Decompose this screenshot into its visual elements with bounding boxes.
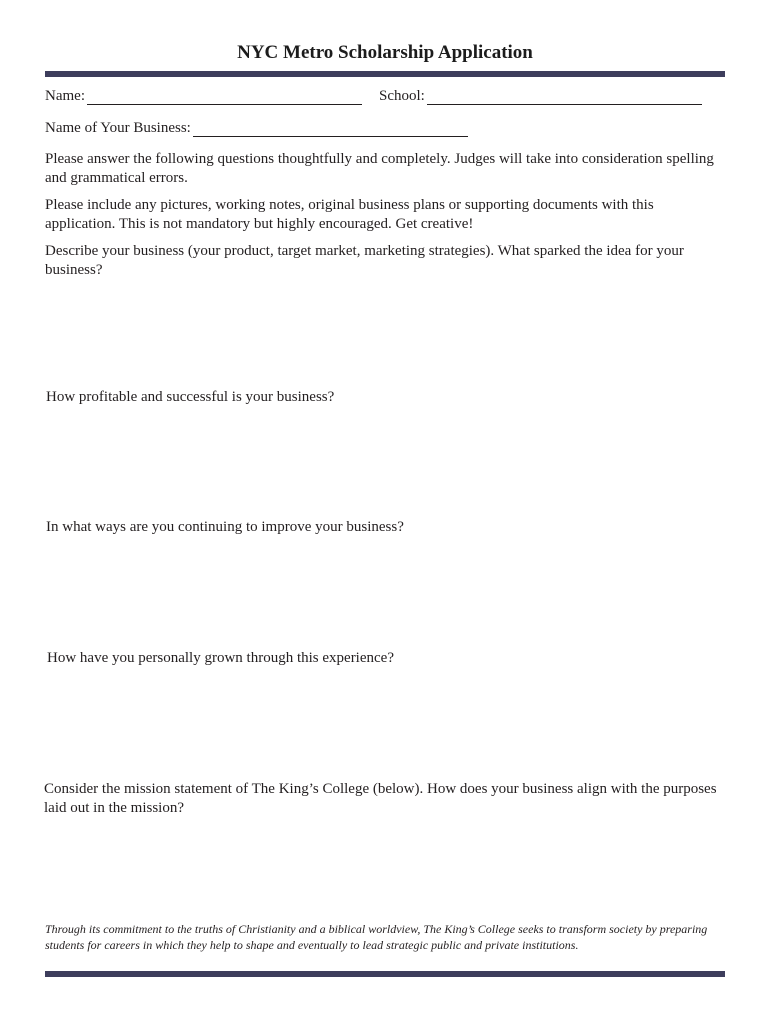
question-profitability: How profitable and successful is your business? (46, 389, 335, 405)
header-divider (45, 71, 725, 77)
name-field[interactable] (45, 88, 362, 105)
business-name-input-line[interactable] (193, 120, 468, 137)
page-title: NYC Metro Scholarship Application (237, 42, 533, 63)
name-input-line[interactable] (87, 88, 362, 105)
name-label: Name: (45, 88, 85, 104)
footer-divider (45, 971, 725, 977)
attachments-paragraph: Please include any pictures, working notes, original business plans or supporting documents with this application. This is not mandatory but highly encouraged. Get creative! (45, 197, 654, 232)
school-input-line[interactable] (427, 88, 702, 105)
business-name-label: Name of Your Business: (45, 120, 191, 136)
question-improvement: In what ways are you continuing to improve your business? (46, 519, 404, 535)
school-field[interactable] (379, 88, 702, 105)
question-describe-business: Describe your business (your product, target market, marketing strategies). What sparked the idea for your business? (45, 243, 684, 278)
mission-statement: Through its commitment to the truths of Christianity and a biblical worldview, The King’s College seeks to transform society by preparing students for careers in which they help to shape and eventually to lead strategic public and private institutions. (45, 922, 708, 952)
question-personal-growth: How have you personally grown through this experience? (47, 650, 394, 666)
school-label: School: (379, 88, 425, 104)
instructions-paragraph: Please answer the following questions thoughtfully and completely. Judges will take into consideration spelling and grammatical errors. (45, 151, 714, 186)
question-mission-alignment: Consider the mission statement of The King’s College (below). How does your business align with the purposes laid out in the mission? (44, 781, 717, 816)
business-name-field[interactable] (45, 120, 468, 137)
